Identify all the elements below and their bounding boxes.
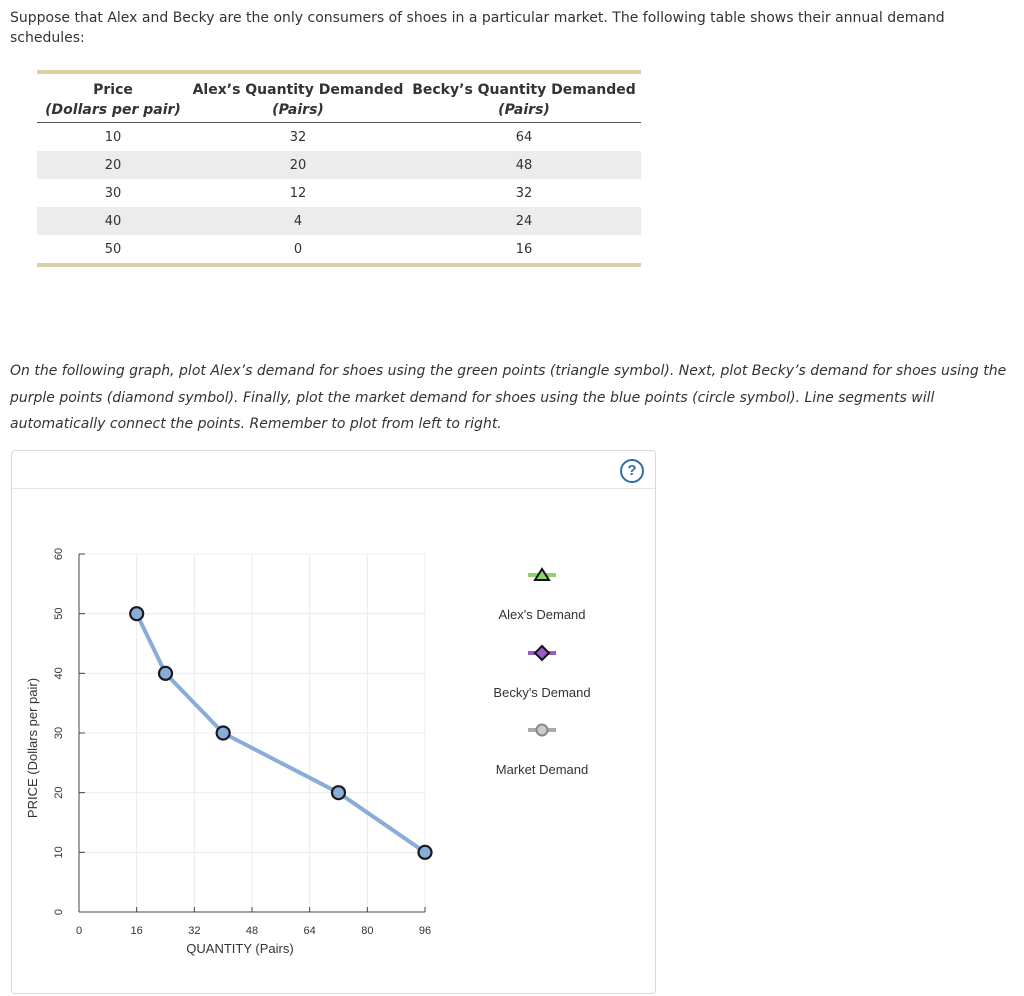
- legend[interactable]: [493, 569, 590, 777]
- x-tick-label: 64: [303, 925, 316, 937]
- table-row: [37, 123, 641, 152]
- x-tick-label: 32: [188, 925, 201, 937]
- circle-icon[interactable]: [537, 725, 548, 736]
- x-tick-label: 48: [245, 925, 259, 937]
- price-cell: 20: [37, 151, 189, 179]
- market-demand-point[interactable]: [130, 607, 143, 620]
- becky-quantity-cell: 48: [407, 151, 641, 179]
- y-tick-label: 60: [53, 547, 65, 561]
- price-cell: 40: [37, 207, 189, 235]
- demand-schedule-table: [37, 70, 641, 267]
- intro-text: Suppose that Alex and Becky are the only consumers of shoes in a particular market. The following table shows their annual demand schedules:: [10, 10, 945, 46]
- becky-quantity-cell: 32: [515, 185, 533, 201]
- legend-label: Market Demand: [495, 762, 589, 777]
- legend-item-diamond[interactable]: [493, 646, 590, 700]
- header-becky-unit: (Pairs): [407, 98, 641, 123]
- demand-graph[interactable]: [12, 451, 655, 993]
- help-icon[interactable]: ?: [620, 459, 644, 483]
- y-tick-label: 10: [53, 846, 65, 859]
- header-becky-quantity: Becky’s Quantity Demanded: [412, 82, 636, 98]
- x-tick-label: 0: [75, 925, 83, 937]
- grid: [79, 554, 425, 912]
- table-row: [37, 235, 641, 263]
- y-tick-label: 50: [53, 607, 65, 620]
- graph-panel: [11, 450, 656, 994]
- header-alex-quantity: Alex’s Quantity Demanded: [192, 82, 404, 98]
- y-tick-label: 30: [53, 726, 65, 740]
- table-row: [37, 179, 641, 207]
- alex-quantity-cell: 12: [289, 185, 307, 201]
- becky-quantity-cell: 16: [515, 241, 533, 257]
- table-bottom-rule: [37, 263, 641, 267]
- market-demand-point[interactable]: [419, 846, 432, 859]
- instructions-text: On the following graph, plot Alex’s demand for shoes using the green points (triangle symbol). Next, plot Becky’s demand for shoes using the purple points (diamond symbol). Finally, plot the market demand for shoes using the blue points (circle symbol). Line segments will automatically connect the points. Remember to plot from left to right.: [10, 363, 1007, 432]
- market-demand-point[interactable]: [332, 786, 345, 799]
- y-axis-label: PRICE (Dollars per pair): [25, 677, 40, 819]
- diamond-icon[interactable]: [535, 646, 549, 660]
- y-tick-label: 20: [53, 786, 65, 799]
- market-demand-point[interactable]: [159, 667, 172, 680]
- alex-quantity-cell: 4: [189, 207, 407, 235]
- price-cell: 50: [104, 241, 122, 257]
- market-demand-point[interactable]: [217, 727, 230, 740]
- alex-quantity-cell: 20: [189, 151, 407, 179]
- y-tick-label: 0: [53, 908, 65, 916]
- becky-quantity-cell: 64: [515, 129, 533, 145]
- legend-label: Becky's Demand: [493, 685, 591, 700]
- price-cell: 10: [104, 129, 122, 145]
- becky-quantity-cell: 24: [407, 207, 641, 235]
- header-alex-unit: (Pairs): [189, 98, 407, 123]
- price-cell: 30: [104, 185, 122, 201]
- alex-quantity-cell: 0: [293, 241, 303, 257]
- table-row: [37, 207, 641, 235]
- header-price-unit: (Dollars per pair): [37, 98, 189, 123]
- y-tick-label: 40: [53, 667, 65, 680]
- axes: [25, 548, 431, 956]
- legend-item-triangle[interactable]: [498, 569, 585, 622]
- header-price: Price: [93, 82, 133, 98]
- x-tick-label: 96: [418, 925, 432, 937]
- x-tick-label: 16: [130, 925, 143, 937]
- x-tick-label: 80: [361, 925, 374, 937]
- legend-label: Alex's Demand: [498, 607, 586, 622]
- x-axis-label: QUANTITY (Pairs): [186, 941, 294, 956]
- table-row: [37, 151, 641, 179]
- legend-item-circle[interactable]: [496, 725, 588, 778]
- alex-quantity-cell: 32: [289, 129, 307, 145]
